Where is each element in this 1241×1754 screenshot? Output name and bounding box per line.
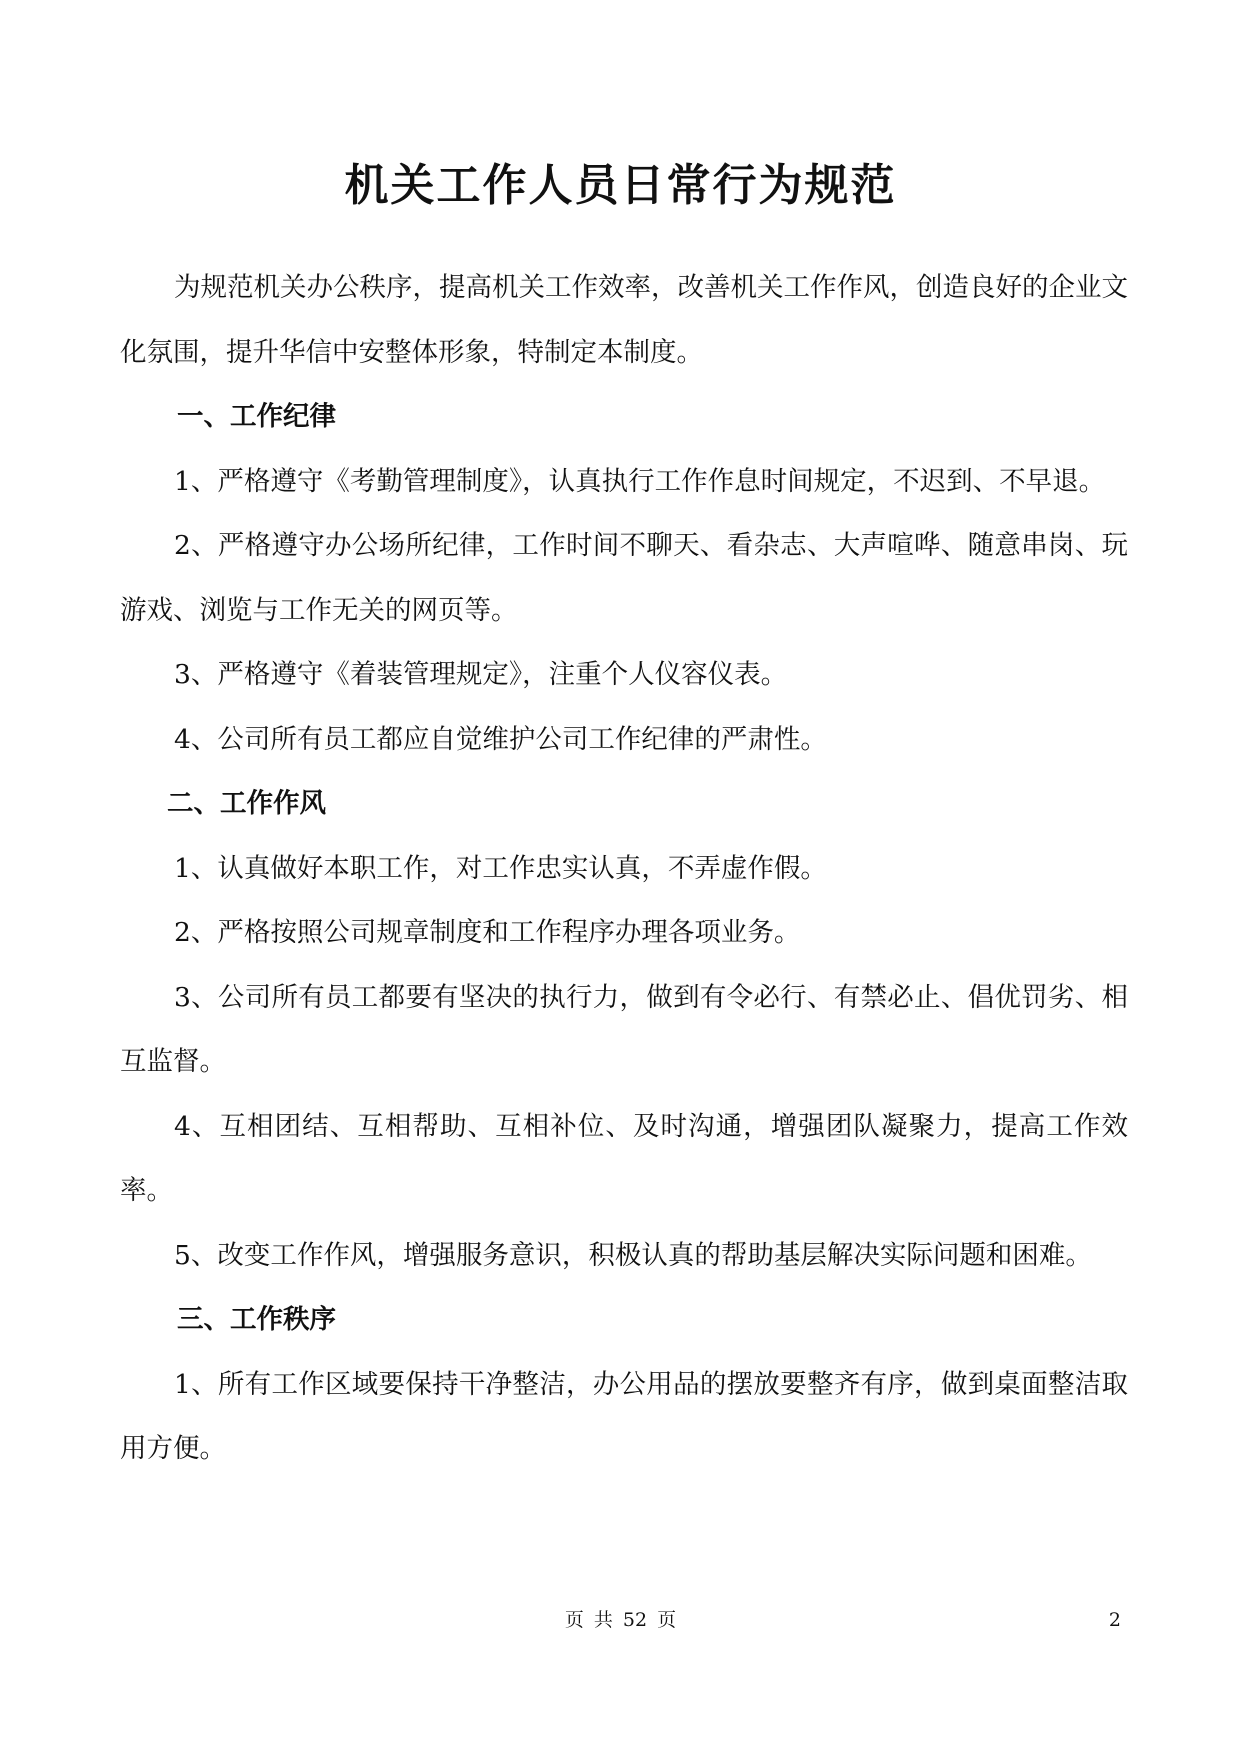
paragraph: 5、改变工作作风，增强服务意识，积极认真的帮助基层解决实际问题和困难。 (174, 1239, 1092, 1271)
paragraph: 3、公司所有员工都要有坚决的执行力，做到有令必行、有禁必止、倡优罚劣、相互监督。 (120, 981, 1128, 1077)
page-footer-total: 页 共 52 页 (564, 1609, 677, 1631)
document-title: 机关工作人员日常行为规范 (344, 160, 897, 211)
paragraph: 1、严格遵守《考勤管理制度》，认真执行工作作息时间规定，不迟到、不早退。 (174, 465, 1106, 497)
paragraph: 2、严格按照公司规章制度和工作程序办理各项业务。 (174, 917, 801, 948)
page-number: 2 (1108, 1609, 1121, 1631)
section-heading-style: 二、工作作风 (167, 788, 326, 819)
paragraph: 3、严格遵守《着装管理规定》，注重个人仪容仪表。 (174, 659, 788, 690)
intro-paragraph: 为规范机关办公秩序，提高机关工作效率，改善机关工作作风，创造良好的企业文化氛围，提升华信中安整体形象，特制定本制度。 (120, 272, 1128, 368)
paragraph: 1、认真做好本职工作，对工作忠实认真，不弄虚作假。 (174, 852, 827, 884)
paragraph: 1、所有工作区域要保持干净整洁，办公用品的摆放要整齐有序，做到桌面整洁取用方便。 (120, 1368, 1128, 1464)
document-body (120, 256, 1128, 1482)
paragraph: 4、公司所有员工都应自觉维护公司工作纪律的严肃性。 (174, 723, 827, 755)
section-heading-discipline: 一、工作纪律 (177, 401, 336, 432)
paragraph: 4、互相团结、互相帮助、互相补位、及时沟通，增强团队凝聚力，提高工作效率。 (120, 1110, 1128, 1206)
section-heading-order: 三、工作秩序 (177, 1304, 336, 1335)
paragraph: 2、严格遵守办公场所纪律，工作时间不聊天、看杂志、大声喧哗、随意串岗、玩游戏、浏览与工作无关的网页等。 (120, 530, 1128, 626)
